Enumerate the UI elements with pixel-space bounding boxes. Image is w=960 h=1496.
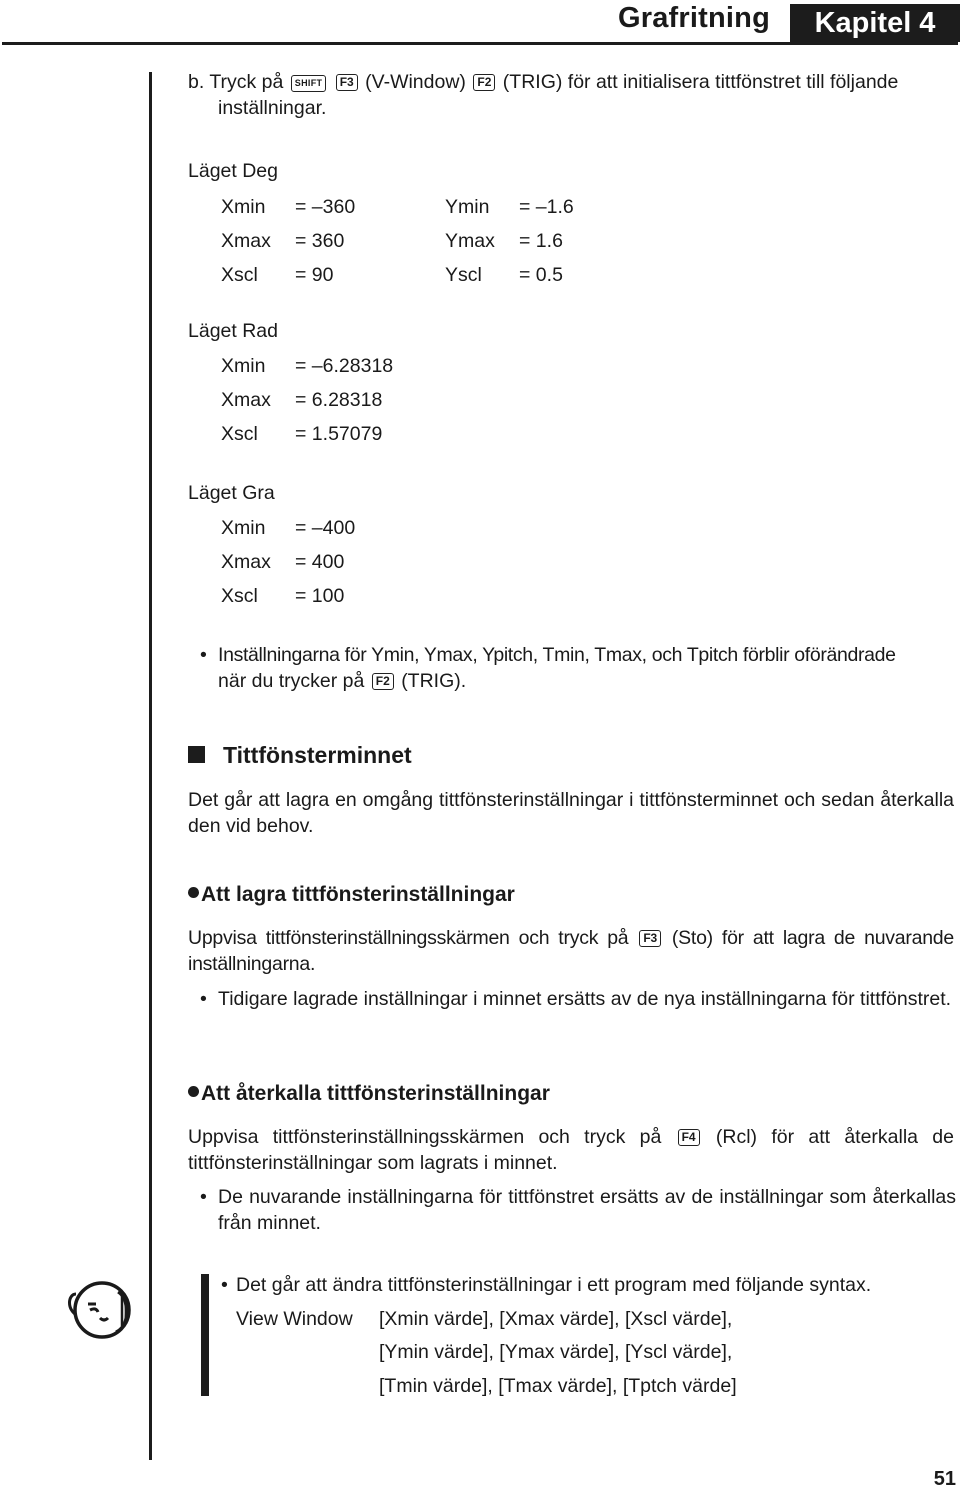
- step-b-line2: inställningar.: [218, 97, 327, 119]
- tip-arg-line3: [Tmin värde], [Tmax värde], [Tptch värde]: [379, 1375, 737, 1397]
- dot-bullet-icon: [188, 1086, 199, 1097]
- recall-paragraph: Uppvisa tittfönsterinställningsskärmen och tryck på F4 (Rcl) för att återkalla de tittfönsterinställningar som lagrats i minnet.: [188, 1126, 954, 1174]
- header-rule: [2, 42, 958, 45]
- hint-face-icon: [64, 1276, 138, 1344]
- table-row: Xmax = 6.28318: [221, 389, 383, 411]
- page-number: 51: [933, 1468, 956, 1490]
- bullet-marker: •: [221, 1274, 228, 1296]
- f3-key-icon: F3: [639, 930, 661, 947]
- rad-label: Läget Rad: [188, 320, 278, 342]
- store-bullet: Tidigare lagrade inställningar i minnet ersätts av de nya inställningarna för tittfönstret.: [218, 988, 952, 1010]
- trig-note-line2: när du trycker på F2 (TRIG).: [218, 670, 467, 692]
- table-row: Xscl = 90 Yscl = 0.5: [221, 264, 563, 286]
- tip-arg-line1: [Xmin värde], [Xmax värde], [Xscl värde],: [379, 1308, 733, 1330]
- dot-bullet-icon: [188, 887, 199, 898]
- memory-paragraph: Det går att lagra en omgång tittfönsterinställningar i tittfönsterminnet och sedan återkalla den vid behov.: [188, 789, 954, 837]
- f2-key-icon: F2: [473, 74, 495, 91]
- f2-key-icon: F2: [372, 673, 394, 690]
- gra-label: Läget Gra: [188, 482, 275, 504]
- tip-bullet: Det går att ändra tittfönsterinställningar i ett program med följande syntax.: [236, 1274, 872, 1296]
- recall-heading: Att återkalla tittfönsterinställningar: [188, 1082, 550, 1106]
- store-paragraph: Uppvisa tittfönsterinställningsskärmen och tryck på F3 (Sto) för att lagra de nuvarande inställningarna.: [188, 927, 955, 975]
- table-row: Xscl = 100: [221, 585, 345, 607]
- deg-label: Läget Deg: [188, 160, 278, 182]
- shift-key-icon: SHIFT: [291, 75, 327, 92]
- square-bullet-icon: [188, 746, 205, 763]
- tip-command: View Window: [236, 1308, 353, 1330]
- section-heading: Tittfönsterminnet: [188, 742, 412, 769]
- chapter-title: Grafritning: [617, 2, 770, 34]
- table-row: Xscl = 1.57079: [221, 423, 383, 445]
- table-row: Xmax = 400: [221, 551, 345, 573]
- f4-key-icon: F4: [678, 1129, 700, 1146]
- margin-rule: [149, 72, 152, 1460]
- gra-table: [221, 511, 355, 613]
- table-row: Xmax = 360 Ymax = 1.6: [221, 230, 563, 252]
- tip-bar: [201, 1274, 209, 1396]
- bullet-marker: •: [200, 1186, 207, 1208]
- chapter-badge: Kapitel 4: [790, 4, 960, 42]
- deg-table: [221, 190, 574, 292]
- table-row: Xmin = –400: [221, 517, 356, 539]
- tip-arg-line2: [Ymin värde], [Ymax värde], [Yscl värde],: [379, 1341, 733, 1363]
- store-heading: Att lagra tittfönsterinställningar: [188, 883, 515, 907]
- trig-note-line1: Inställningarna för Ymin, Ymax, Ypitch, Tmin, Tmax, och Tpitch förblir oförändrade: [218, 644, 896, 666]
- bullet-marker: •: [200, 644, 207, 666]
- table-row: Xmin = –360 Ymin = –1.6: [221, 196, 574, 218]
- rad-table: [221, 349, 393, 451]
- recall-bullet: De nuvarande inställningarna för tittfönstret ersätts av de inställningar som återkallas från minnet.: [218, 1186, 956, 1234]
- bullet-marker: •: [200, 988, 207, 1010]
- table-row: Xmin = –6.28318: [221, 355, 394, 377]
- f3-key-icon: F3: [336, 74, 358, 91]
- step-b-line1: b. Tryck på SHIFT F3 (V-Window) F2 (TRIG) för att initialisera tittfönstret till följande: [188, 71, 899, 93]
